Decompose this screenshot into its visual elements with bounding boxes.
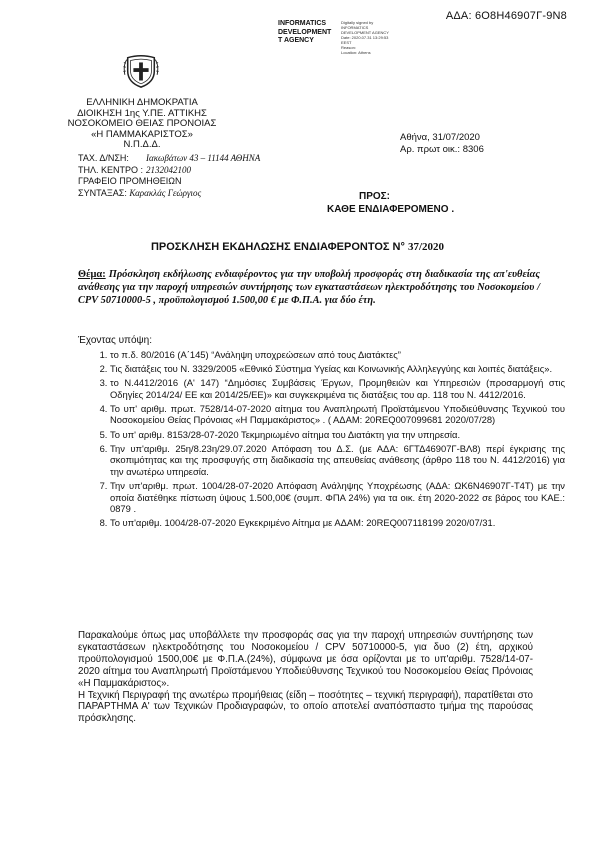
date-protocol-block <box>400 132 484 156</box>
protocol-line: Αρ. πρωτ οικ.: 8306 <box>400 143 484 155</box>
institution-header <box>62 98 222 151</box>
subject-text: Πρόσκληση εκδήλωσης ενδιαφέροντος για την υποβολή προσφοράς στη διαδικασία της απ'ευθείας ανάθεσης για την παροχή υπηρεσιών συντήρησης των εγκαταστάσεων ηλεκτροδότησης του Νοσοκομείου / CPV 50710000-5 , προϋπολογισμού 1.500,00 € με Φ.Π.Α. για δύο έτη. <box>78 269 540 307</box>
considerations-list <box>78 349 565 531</box>
stamp-detail-line: Reason: <box>341 45 356 50</box>
subject-paragraph <box>78 268 540 308</box>
document-title <box>0 241 595 253</box>
author-value: Καρακλάς Γεώργιος <box>129 187 202 198</box>
recipient-name: ΚΑΘΕ ΕΝΔΙΑΦΕΡΟΜΕΝΟ . <box>327 204 455 215</box>
list-item: 2. Τις διατάξεις του Ν. 3329/2005 «Εθνικό Σύστημα Υγείας και Κοινωνικής Αλληλεγγύης και λοιπές διατάξεις». <box>110 363 565 375</box>
header-line: ΝΟΣΟΚΟΜΕΙΟ ΘΕΙΑΣ ΠΡΟΝΟΙΑΣ <box>67 118 217 130</box>
closing-block <box>78 630 533 725</box>
list-item: 3. το Ν.4412/2016 (Α' 147) “Δημόσιες Συμβάσεις Έργων, Προμηθειών και Υπηρεσιών (προσαρμογή στις Οδηγίες 2014/24/ ΕΕ και 2014/25/ΕΕ)» και συγκεκριμένα τις διατάξεις του αρ. 118 του Ν. 4412/2016. <box>110 377 565 400</box>
header-line: ΕΛΛΗΝΙΚΗ ΔΗΜΟΚΡΑΤΙΑ <box>86 97 198 108</box>
list-item: 5. Το υπ' αριθμ. 8153/28-07-2020 Τεκμηριωμένο αίτημα του Διατάκτη για την υπηρεσία. <box>110 429 565 441</box>
phone-value: 2132042100 <box>146 164 191 175</box>
header-line: ΔΙΟΙΚΗΣΗ 1ης Υ.ΠΕ. ΑΤΤΙΚΗΣ <box>77 107 207 119</box>
header-line: Ν.Π.Δ.Δ. <box>123 139 161 151</box>
title-text: ΠΡΟΣΚΛΗΣΗ ΕΚΔΗΛΩΣΗΣ ΕΝΔΙΑΦΕΡΟΝΤΟΣ Ν° <box>150 241 405 253</box>
stamp-line: DEVELOPMENT <box>278 28 332 36</box>
recipient-to-label: ΠΡΟΣ: <box>359 191 391 202</box>
stamp-line: T AGENCY <box>278 37 314 44</box>
address-label: ΤΑΧ. Δ/ΝΣΗ: <box>78 153 129 163</box>
stamp-detail-line: INFORMATICS <box>341 25 369 30</box>
stamp-detail-line: Date: 2020.07.31 13:29:53 <box>341 35 389 40</box>
list-item: 6. Την υπ'αριθμ. 25η/8.23η/29.07.2020 Απόφαση του Δ.Σ. (με ΑΔΑ: 6ΓΤΔ46907Γ-ΒΛ8) περί έγκρισης της σκοπιμότητας και της προσφυγής στη διαδικασία της απευθείας ανάθεσης (άρθρο 118 του Ν. 4412/2016) για την ανωτέρω υπηρεσία. <box>110 443 565 478</box>
having-regard-heading: Έχοντας υπόψη: <box>78 335 152 346</box>
stamp-detail-line: Digitally signed by <box>341 20 374 25</box>
closing-paragraph: Παρακαλούμε όπως μας υποβάλλετε την προσφοράς σας για την παροχή υπηρεσιών συντήρησης των εγκαταστάσεων ηλεκτροδότησης του Νοσοκομείου / CPV 50710000-5, για δυο (2) έτη, αρχικού προϋπολογισμού 1500,00€ με Φ.Π.Α.(24%), σύμφωνα με όσα ορίζονται με το υπ'αριθμ. 7528/14-07-2020 αίτημα του Αναπληρωτή Προϊστάμενου Υποδιεύθυνσης Τεχνικού του Νοσοκομείου Θείας Πρόνοιας «Η Παμμακάριστος». <box>78 630 533 689</box>
recipient-block <box>327 190 454 216</box>
subject-label: Θέμα: <box>78 269 106 280</box>
list-item: 7. Την υπ'αριθμ. πρωτ. 1004/28-07-2020 Απόφαση Ανάληψης Υποχρέωσης (ΑΔΑ: ΩΚ6Ν46907Γ-Τ4Τ) με την οποία διατέθηκε πίστωση ύψους 1.500,00€ (συμπ. ΦΠΑ 24%) για τα οικ. έτη 2020-2022 σε βάρος του ΚΑΕ.: 0879 . <box>110 480 565 515</box>
digital-signature-stamp <box>278 20 478 60</box>
title-number: 37/2020 <box>407 241 445 253</box>
contact-block <box>78 153 260 199</box>
author-label: ΣΥΝΤΑΞΑΣ: <box>78 187 127 198</box>
stamp-detail-line: DEVELOPMENT AGENCY <box>341 30 389 35</box>
stamp-detail-line: EEST <box>341 40 352 45</box>
closing-paragraph: Η Τεχνική Περιγραφή της ανωτέρω προμήθειας (είδη – ποσότητες – τεχνική περιγραφή), παρατίθεται στο ΠΑΡΑΡΤΗΜΑ Α' των Τεχνικών Προδιαγραφών, το οποίο αποτελεί αναπόσπαστο τμήμα της παρούσας πρόσκλησης. <box>78 689 533 725</box>
hellenic-emblem-icon <box>122 52 160 90</box>
ada-code: ΑΔΑ: 6Ο8Η46907Γ-9Ν8 <box>445 10 567 22</box>
address-value: Ιακωβάτων 43 – 11144 ΑΘΗΝΑ <box>146 153 261 163</box>
list-item: 8. Το υπ'αριθμ. 1004/28-07-2020 Εγκεκριμένο Αίτημα με ΑΔΑΜ: 20REQ007118199 2020/07/31. <box>110 517 565 529</box>
department: ΓΡΑΦΕΙΟ ΠΡΟΜΗΘΕΙΩΝ <box>78 176 182 187</box>
header-line: «Η ΠΑΜΜΑΚΑΡΙΣΤΟΣ» <box>91 128 193 140</box>
stamp-detail-line: Location: Athens <box>341 50 371 55</box>
list-item: 4. Το υπ' αριθμ. πρωτ. 7528/14-07-2020 αίτημα του Αναπληρωτή Προϊστάμενου Υποδιεύθυνσης Τεχνικού του Νοσοκομείου Θείας Πρόνοιας «Η Παμμακάριστος» . ( ΑΔΑΜ: 20REQ007099681 2020/07/28) <box>110 403 565 426</box>
stamp-line: INFORMATICS <box>278 20 327 27</box>
stamp-details <box>341 20 389 55</box>
phone-label: ΤΗΛ. ΚΕΝΤΡΟ : <box>78 164 144 175</box>
date-line: Αθήνα, 31/07/2020 <box>400 132 480 143</box>
list-item: 1. το π.δ. 80/2016 (Α΄145) “Ανάληψη υποχρεώσεων από τους Διατάκτες” <box>110 349 565 361</box>
